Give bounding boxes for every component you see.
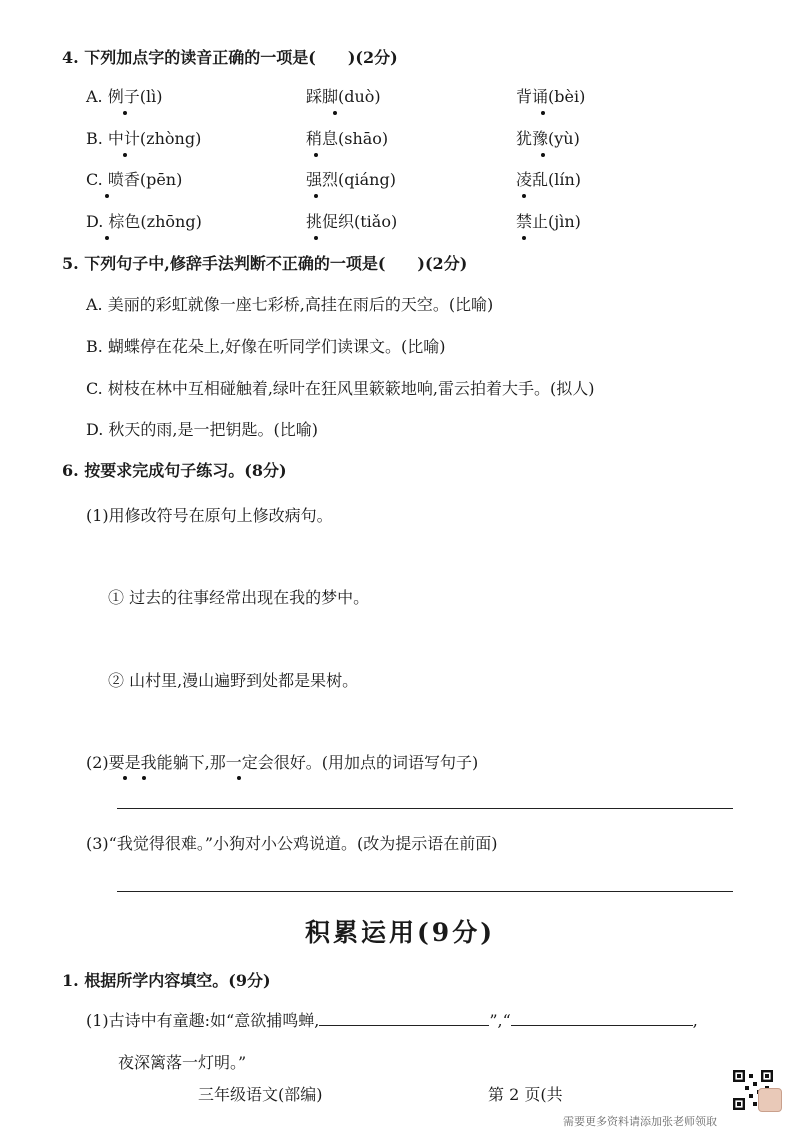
q4-option-a-3: 背诵(bèi) bbox=[516, 87, 586, 106]
avatar bbox=[758, 1088, 782, 1112]
emphasis-dot bbox=[105, 236, 109, 240]
emphasis-dot bbox=[541, 153, 545, 157]
q4-option-d-2: 挑促织(tiǎo) bbox=[306, 212, 398, 231]
emphasis-dot bbox=[105, 194, 109, 198]
q6-sub-2: (2)要是我能躺下,那一定会很好。(用加点的词语写句子) bbox=[86, 753, 479, 772]
emphasis-dot bbox=[314, 236, 318, 240]
emphasis-dot bbox=[522, 236, 526, 240]
section-title: 积累运用(9分) bbox=[304, 918, 496, 947]
emphasis-dot bbox=[123, 776, 127, 780]
emphasis-dot bbox=[333, 111, 337, 115]
q5-option-a: A. 美丽的彩虹就像一座七彩桥,高挂在雨后的天空。(比喻) bbox=[86, 295, 494, 314]
emphasis-dot bbox=[123, 111, 127, 115]
question-4-stem: 4. 下列加点字的读音正确的一项是( )(2分) bbox=[62, 48, 398, 67]
emphasis-dot bbox=[314, 194, 318, 198]
q4-option-b-1: B. 中计(zhòng) bbox=[86, 129, 202, 148]
answer-line[interactable] bbox=[117, 808, 733, 809]
q4-option-c-1: C. 喷香(pēn) bbox=[86, 170, 183, 189]
q6-sentence-2: ② 山村里,漫山遍野到处都是果树。 bbox=[108, 671, 359, 690]
emphasis-dot bbox=[237, 776, 241, 780]
footer-page-number: 第 2 页(共 bbox=[488, 1085, 563, 1104]
fill-in-blank-2[interactable] bbox=[511, 1011, 693, 1026]
q5-option-d: D. 秋天的雨,是一把钥匙。(比喻) bbox=[86, 420, 319, 439]
answer-line[interactable] bbox=[117, 891, 733, 892]
fill-in-end: , bbox=[692, 1011, 698, 1030]
fill-in-separator: ”,“ bbox=[489, 1011, 511, 1030]
section-question-1-stem: 1. 根据所学内容填空。(9分) bbox=[62, 971, 271, 990]
q4-option-c-3: 凌乱(lín) bbox=[516, 170, 582, 189]
watermark-text: 需要更多资料请添加张老师领取 bbox=[563, 1115, 717, 1128]
q6-sentence-1: ① 过去的往事经常出现在我的梦中。 bbox=[108, 588, 370, 607]
q4-option-a-2: 踩脚(duò) bbox=[306, 87, 381, 106]
question-6-stem: 6. 按要求完成句子练习。(8分) bbox=[62, 461, 287, 480]
emphasis-dot bbox=[123, 153, 127, 157]
fill-in-line-2: 夜深篱落一灯明。” bbox=[118, 1053, 247, 1072]
fill-in-prefix: (1)古诗中有童趣:如“意欲捕鸣蝉, bbox=[86, 1011, 320, 1030]
q4-option-b-2: 稍息(shāo) bbox=[306, 129, 389, 148]
fill-in-blank-1[interactable] bbox=[319, 1011, 489, 1026]
question-5-stem: 5. 下列句子中,修辞手法判断不正确的一项是( )(2分) bbox=[62, 254, 468, 273]
q4-option-d-1: D. 棕色(zhōng) bbox=[86, 212, 202, 231]
q4-option-d-3: 禁止(jìn) bbox=[516, 212, 581, 231]
q6-sub-1: (1)用修改符号在原句上修改病句。 bbox=[86, 506, 333, 525]
fill-in-line-1 bbox=[86, 1010, 698, 1032]
emphasis-dot bbox=[314, 153, 318, 157]
q4-option-a-1: A. 例子(lì) bbox=[86, 87, 163, 106]
emphasis-dot bbox=[522, 194, 526, 198]
emphasis-dot bbox=[142, 776, 146, 780]
q4-option-b-3: 犹豫(yù) bbox=[516, 129, 580, 148]
q5-option-b: B. 蝴蝶停在花朵上,好像在听同学们读课文。(比喻) bbox=[86, 337, 446, 356]
q5-option-c: C. 树枝在林中互相碰触着,绿叶在狂风里簌簌地响,雷云拍着大手。(拟人) bbox=[86, 379, 595, 398]
emphasis-dot bbox=[541, 111, 545, 115]
footer-course: 三年级语文(部编) bbox=[198, 1085, 323, 1104]
q6-sub-3: (3)“我觉得很难。”小狗对小公鸡说道。(改为提示语在前面) bbox=[86, 834, 498, 853]
q4-option-c-2: 强烈(qiáng) bbox=[306, 170, 396, 189]
